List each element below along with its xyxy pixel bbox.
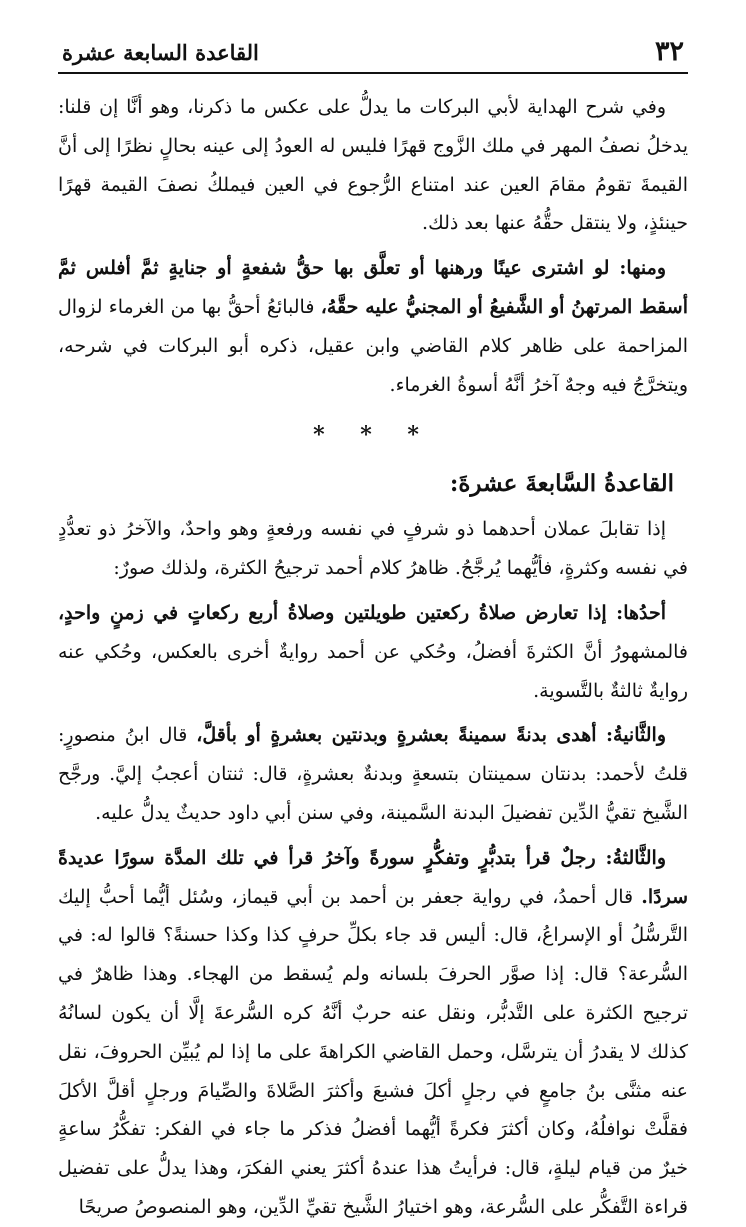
paragraph: [58, 716, 688, 832]
paragraph-text: قال أحمدُ، في رواية جعفر بن أحمد بن أبي قيماز، وسُئل أيُّما أحبُّ إليك التَّرسُّلُ أو الإسراعُ، قال: أليس قد جاء بكلِّ حرفٍ كذا وكذا حسنةً؟ قالوا له: في السُّرعة؟ قال: إذا صوَّر الحرفَ بلسانه ولم يُسقط من الهجاء. وهذا ظاهرٌ في ترجيح الكثرة على التَّدبُّر، ونقل عنه حربٌ أنَّهُ كره السُّرعةَ إلَّا أن يكون لسانُهُ كذلك لا يقدرُ أن يترسَّل، وحمل القاضي الكراهةَ على ما إذا لم يُبيِّن الحروفَ، نقل عنه مثنَّى بنُ جامعٍ في رجلٍ أكلَ فشبعَ وأكثرَ الصَّلاةَ والصِّيامَ ورجلٍ أقلَّ الأكلَ فقلَّتْ نوافلُهُ، وكان أكثرَ فكرةً أيُّهما أفضلُ فذكر ما جاء في الفكر: تفكُّرُ ساعةٍ خيرٌ من قيام ليلةٍ، قال: فرأيتُ هذا عندهُ أكثرَ يعني الفكرَ، وهذا يدلُّ على تفضيل قراءة التَّفكُّر على السُّرعة، وهو اختيارُ الشَّيخ تقيِّ الدِّين، وهو المنصوصُ صريحًا: [58, 885, 688, 1218]
paragraph: [58, 88, 688, 243]
paragraph-text: وفي شرح الهداية لأبي البركات ما يدلُّ على عكس ما ذكرنا، وهو أنَّا إن قلنا: يدخلُ نصفُ المهر في ملك الزَّوج قهرًا فليس له العودُ إلى عينه بحالٍ نظرًا إلى أنَّ القيمةَ تقومُ مقامَ العين عند امتناع الرُّجوع في العين فيملكُ نصفَ القيمة قهرًا حينئذٍ، ولا ينتقل حقُّهُ عنها بعد ذلك.: [58, 96, 688, 235]
paragraph: [58, 510, 688, 588]
paragraph: [58, 839, 688, 1227]
paragraph-lead: ومنها: لو اشترى عينًا ورهنها أو تعلَّق بها حقُّ شفعةٍ أو جنايةٍ ثمَّ أفلس ثمَّ أسقط المرتهنُ أو الشَّفيعُ أو المجنيُّ عليه حقَّهُ،: [58, 257, 688, 318]
paragraph: [58, 249, 688, 404]
running-header: [58, 34, 688, 70]
paragraph-text: قال ابنُ منصورٍ: قلتُ لأحمد: بدنتان سمينتان بتسعةٍ وبدنةٌ بعشرةٍ، قال: ثنتان أعجبُ إليَّ. ورجَّح الشَّيخ تقيُّ الدِّين تفضيلَ البدنة السَّمينة، وفي سنن أبي داود حديثٌ يدلُّ عليه.: [58, 724, 688, 824]
section-title: القاعدةُ السَّابعةَ عشرةَ:: [449, 470, 674, 498]
paragraph: [58, 594, 688, 710]
section-separator: * * *: [313, 422, 433, 449]
page-number: ٣٢: [654, 36, 684, 67]
paragraph-lead: والثَّالثةُ: رجلٌ قرأ بتدبُّرٍ وتفكُّرٍ سورةً وآخرُ قرأ في تلك المدَّة سورًا عديدةً سردًا.: [58, 846, 688, 908]
header-title: القاعدة السابعة عشرة: [62, 40, 259, 65]
paragraph-lead: أحدُها: إذا تعارض صلاةُ ركعتين طويلتين وصلاةُ أربع ركعاتٍ في زمنٍ واحدٍ،: [58, 601, 666, 624]
paragraph-text: فالمشهورُ أنَّ الكثرةَ أفضلُ، وحُكي عن أحمد روايةٌ أخرى بالعكس، وحُكي عنه روايةٌ ثالثةٌ بالتَّسوية.: [58, 640, 688, 702]
paragraph-lead: والثَّانيةُ: أهدى بدنةً سمينةً بعشرةٍ وبدنتين بعشرةٍ أو بأقلَّ،: [196, 724, 666, 747]
paragraph-text: إذا تقابلَ عملان أحدهما ذو شرفٍ في نفسه ورفعةٍ وهو واحدٌ، والآخرُ ذو تعدُّدٍ في نفسه وكثرةٍ، فأيُّهما يُرجَّحُ. ظاهرُ كلام أحمد ترجيحُ الكثرة، ولذلك صورٌ:: [58, 518, 688, 580]
paragraph-text: فالبائعُ أحقُّ بها من الغرماء لزوال المزاحمة على ظاهر كلام القاضي وابن عقيل، ذكره أبو البركات في شرحه، ويتخرَّجُ فيه وجهٌ آخرُ أنَّهُ أسوةُ الغرماء.: [58, 295, 688, 396]
header-rule: [58, 72, 688, 74]
